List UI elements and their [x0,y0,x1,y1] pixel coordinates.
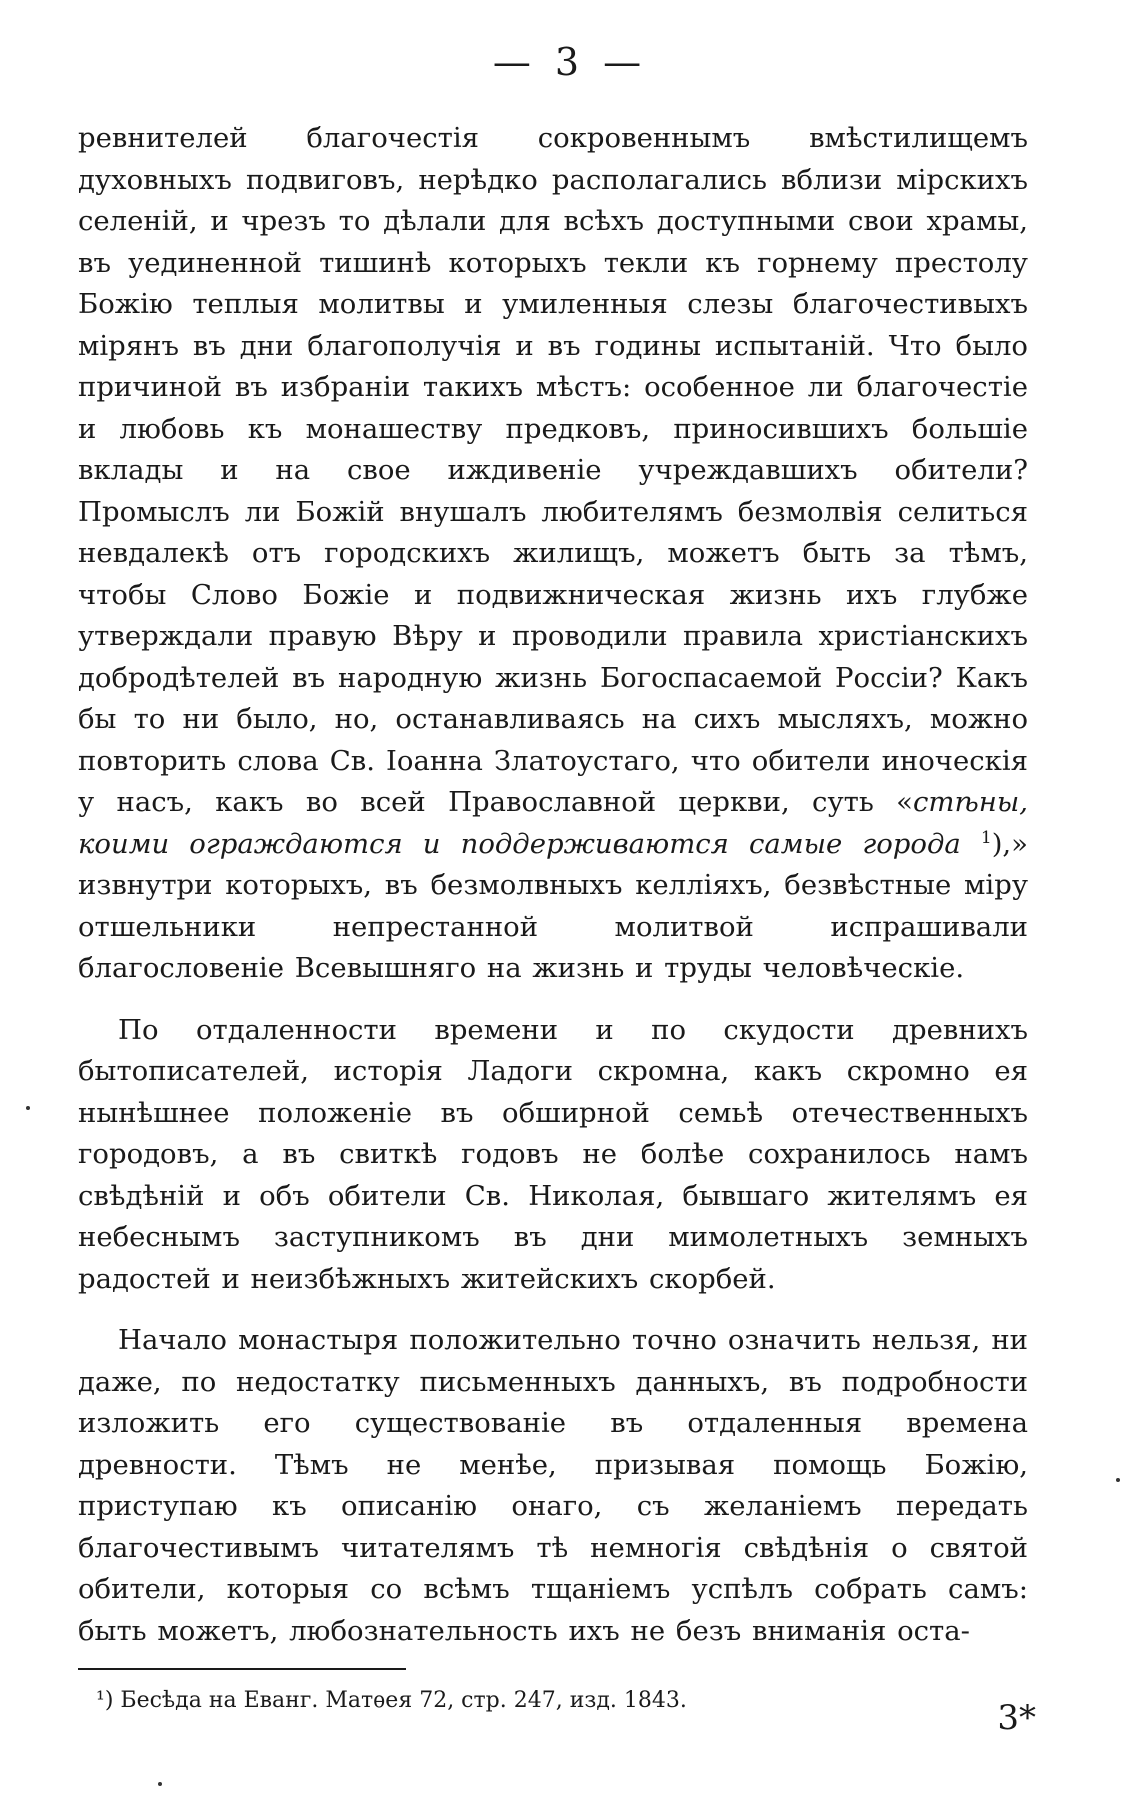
paragraph-3: Начало монастыря положительно точно означить нельзя, ни даже, по недостатку письменныхъ данныхъ, въ подробности изложить его существованіе въ отдаленныя времена древности. Тѣмъ не менѣе, призывая помощь Божію, приступаю къ описанію онаго, съ желаніемъ передать благочестивымъ читателямъ тѣ немногія свѣдѣнія о святой обители, которыя со всѣмъ тщаніемъ успѣлъ собрать самъ: быть можетъ, любознательность ихъ не безъ вниманія оста- [78,1324,1028,1647]
paper-speck [158,1782,162,1786]
footnote-reference: 1 [980,827,992,848]
italic-quote: стѣны, коими ограждаются и поддерживаются самые города [78,786,1028,860]
paper-speck [1116,1478,1120,1482]
footnote-divider [78,1668,406,1670]
page-number: — 3 — [492,40,648,84]
signature-mark: 3* [997,1698,1036,1738]
paper-speck [26,1106,30,1110]
paragraph-1-text: ревнителей благочестія сокровеннымъ вмѣстилищемъ духовныхъ подвиговъ, нерѣдко располагались вблизи мірскихъ селеній, и чрезъ то дѣлали для всѣхъ доступными свои храмы, въ уединенной тишинѣ которыхъ текли къ горнему престолу Божію теплыя молитвы и умиленныя слезы благочестивыхъ мірянъ въ дни благополучія и въ годины испытаній. Что было причиной въ избраніи такихъ мѣстъ: особенное ли благочестіе и любовь къ монашеству предковъ, приносившихъ большіе вклады и на свое иждивеніе учреждавшихъ обители? Промыслъ ли Божій внушалъ любителямъ безмолвія селиться невдалекѣ отъ городскихъ жилищъ, можетъ быть за тѣмъ, чтобы Слово Божіе и подвижническая жизнь ихъ глубже утверждали правую Вѣру и проводили правила христіанскихъ добродѣтелей въ народную жизнь Богоспасаемой Россіи? Какъ бы то ни было, но, останавливаясь на сихъ мысляхъ, можно повторить слова Св. Іоанна Златоустаго, что обители иноческія у насъ, какъ во всей Православной церкви, суть « [78,122,1028,818]
paragraph-continued [78,118,1028,990]
body-text [78,118,1028,1672]
paragraph-2: По отдаленности времени и по скудости древнихъ бытописателей, исторія Ладоги скромна, какъ скромно ея нынѣшнее положеніе въ обширной семьѣ отечественныхъ городовъ, а въ свиткѣ годовъ не болѣе сохранилось намъ свѣдѣній и объ обители Св. Николая, бывшаго жителямъ ея небеснымъ заступникомъ въ дни мимолетныхъ земныхъ радостей и неизбѣжныхъ житейскихъ скорбей. [78,1013,1028,1295]
footnote-text: Бесѣда на Еванг. Матѳея 72, стр. 247, изд. 1843. [120,1688,687,1713]
footnote-mark: ¹) [96,1688,114,1713]
footnote [96,1686,687,1716]
paragraph-1-ending: ),» извнутри которыхъ, въ безмолвныхъ келліяхъ, безвѣстные міру отшельники непрестанной молитвой испрашивали благословеніе Всевышняго на жизнь и труды человѣческіе. [78,827,1028,984]
